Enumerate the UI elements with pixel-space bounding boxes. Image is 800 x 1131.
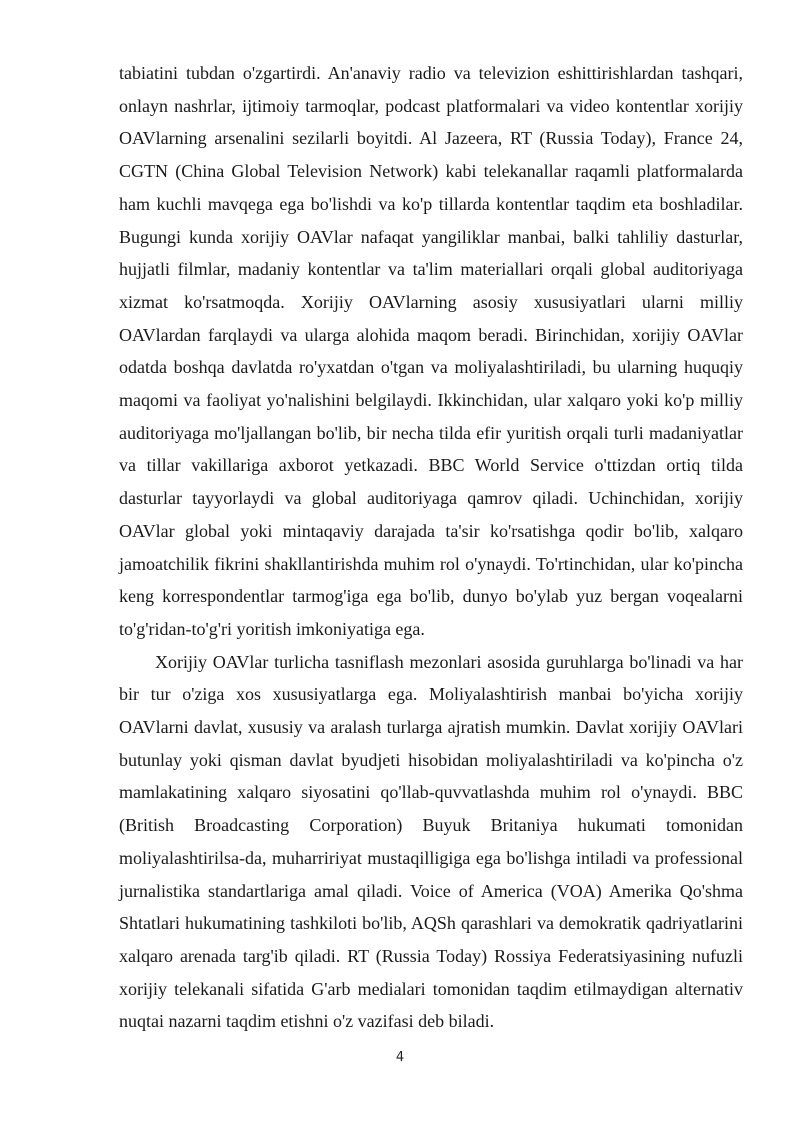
- paragraph-1: tabiatini tubdan o'zgartirdi. An'anaviy radio va televizion eshittirishlardan tashqari, onlayn nashrlar, ijtimoiy tarmoqlar, podcast platformalari va video kontentlar xorijiy OAVlarning arsenalini sezilarli boyitdi. Al Jazeera, RT (Russia Today), France 24, CGTN (China Global Television Network) kabi telekanallar raqamli platformalarda ham kuchli mavqega ega bo'lishdi va ko'p tillarda kontentlar taqdim eta boshladilar. Bugungi kunda xorijiy OAVlar nafaqat yangiliklar manbai, balki tahliliy dasturlar, hujjatli filmlar, madaniy kontentlar va ta'lim materiallari orqali global auditoriyaga xizmat ko'rsatmoqda. Xorijiy OAVlarning asosiy xususiyatlari ularni milliy OAVlardan farqlaydi va ularga alohida maqom beradi. Birinchidan, xorijiy OAVlar odatda boshqa davlatda ro'yxatdan o'tgan va moliyalashtiriladi, bu ularning huquqiy maqomi va faoliyat yo'nalishini belgilaydi. Ikkinchidan, ular xalqaro yoki ko'p milliy auditoriyaga mo'ljallangan bo'lib, bir necha tilda efir yuritish orqali turli madaniyatlar va tillar vakillariga axborot yetkazadi. BBC World Service o'ttizdan ortiq tilda dasturlar tayyorlaydi va global auditoriyaga qamrov qiladi. Uchinchidan, xorijiy OAVlar global yoki mintaqaviy darajada ta'sir ko'rsatishga qodir bo'lib, xalqaro jamoatchilik fikrini shakllantirishda muhim rol o'ynaydi. To'rtinchidan, ular ko'pincha keng korrespondentlar tarmog'iga ega bo'lib, dunyo bo'ylab yuz bergan voqealarni to'g'ridan-to'g'ri yoritish imkoniyatiga ega.: [119, 63, 743, 639]
- paragraph-2: Xorijiy OAVlar turlicha tasniflash mezonlari asosida guruhlarga bo'linadi va har bir tur o'ziga xos xususiyatlarga ega. Moliyalashtirish manbai bo'yicha xorijiy OAVlarni davlat, xususiy va aralash turlarga ajratish mumkin. Davlat xorijiy OAVlari butunlay yoki qisman davlat byudjeti hisobidan moliyalashtiriladi va ko'pincha o'z mamlakatining xalqaro siyosatini qo'llab-quvvatlashda muhim rol o'ynaydi. BBC (British Broadcasting Corporation) Buyuk Britaniya hukumati tomonidan moliyalashtirilsa-da, muharririyat mustaqilligiga ega bo'lishga intiladi va professional jurnalistika standartlariga amal qiladi. Voice of America (VOA) Amerika Qo'shma Shtatlari hukumatining tashkiloti bo'lib, AQSh qarashlari va demokratik qadriyatlarini xalqaro arenada targ'ib qiladi. RT (Russia Today) Rossiya Federatsiyasining nufuzli xorijiy telekanali sifatida G'arb medialari tomonidan taqdim etilmaydigan alternativ nuqtai nazarni taqdim etishni o'z vazifasi deb biladi.: [119, 651, 743, 1032]
- page-number: 4: [395, 1050, 405, 1065]
- document-body: [119, 57, 743, 1038]
